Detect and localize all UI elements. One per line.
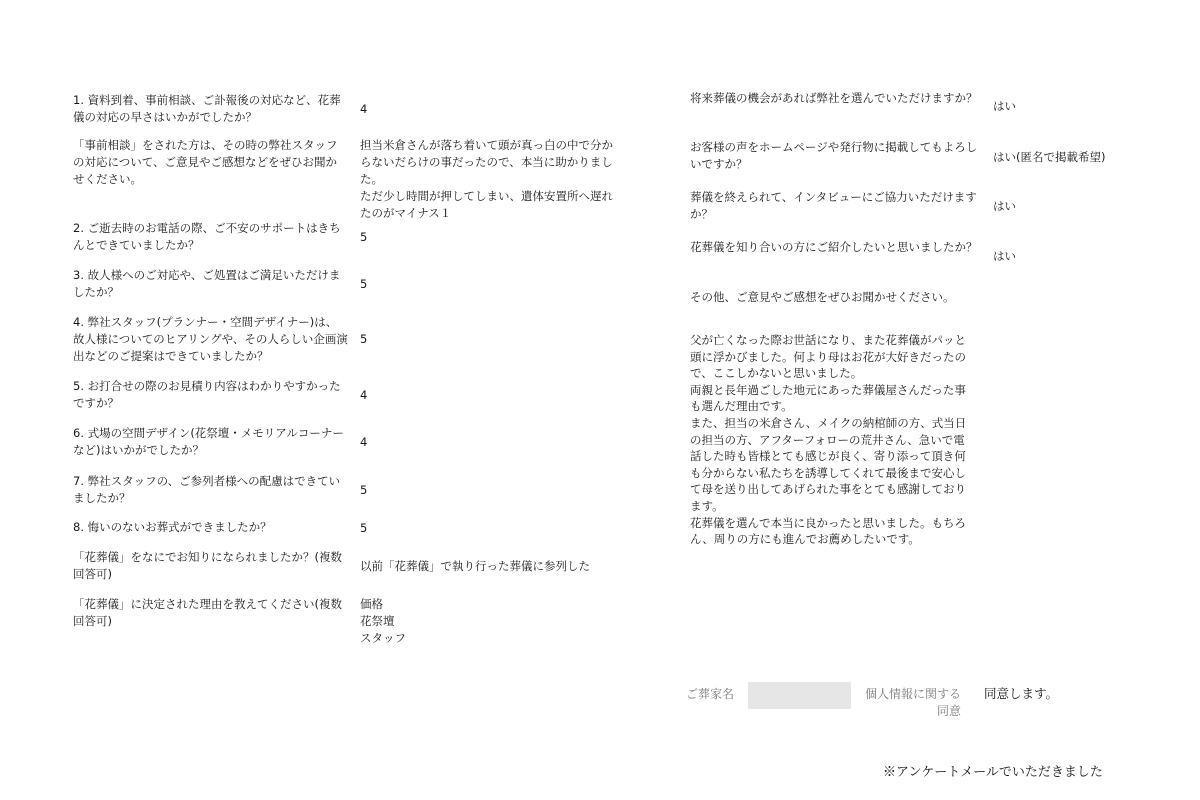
answer-1: 4 <box>360 102 368 116</box>
question-how-known: 「花葬儀」をなにでお知りになられましたか？(複数回答可) <box>73 550 342 581</box>
question-future: 将来葬儀の機会があれば弊社を選んでいただけますか？ <box>690 91 978 105</box>
answer-7: 5 <box>360 483 368 497</box>
question-8: 8. 悔いのないお葬式ができましたか？ <box>73 520 272 534</box>
answer-recommend: はい <box>993 249 1016 263</box>
answer-2: 5 <box>360 230 368 244</box>
family-name-redacted <box>748 682 851 709</box>
answer-3: 5 <box>360 277 368 291</box>
answer-6: 4 <box>360 435 368 449</box>
answer-interview: はい <box>993 199 1016 213</box>
answer-reason: 価格 花祭壇 スタッフ <box>360 597 406 645</box>
question-3: 3. 故人様へのご対応や、ご処置はご満足いただけましたか？ <box>73 268 341 299</box>
answer-5: 4 <box>360 388 368 402</box>
question-7: 7. 弊社スタッフの、ご参列者様への配慮はできていましたか？ <box>73 474 341 505</box>
question-2: 2. ご逝去時のお電話の際、ご不安のサポートはきちんとできていましたか？ <box>73 221 341 252</box>
answer-consult: 担当米倉さんが落ち着いて頭が真っ白の中で分からないだらけの事だったので、本当に助かりました。 ただ少し時間が押してしまい、遺体安置所へ遅れたのがマイナス１ <box>360 138 613 220</box>
source-note: ※アンケートメールでいただきました <box>883 764 1103 779</box>
privacy-consent-label: 個人情報に関する 同意 <box>864 687 961 718</box>
answer-8: 5 <box>360 521 368 535</box>
question-consult: 「事前相談」をされた方は、その時の弊社スタッフの対応について、ご意見やご感想などをぜひお聞かせください。 <box>73 138 338 186</box>
family-name-label: ご葬家名 <box>686 687 735 701</box>
question-reason: 「花葬儀」に決定された理由を教えてください(複数回答可) <box>73 597 342 628</box>
answer-how-known: 以前「花葬儀」で執り行った葬儀に参列した <box>360 559 590 573</box>
answer-4: 5 <box>360 332 368 346</box>
comment-text: 父が亡くなった際お世話になり、また花葬儀がパッと頭に浮かびました。何より母はお花が大好きだったので、ここしかないと思いました。 両親と長年過ごした地元にあった葬儀屋さんだった事も選んだ理由です。 また、担当の米倉さん、メイクの納棺師の方、式当日の担当の方、アフターフォローの荒井さん、急いで電話した時も皆様とても感じが良く、寄り添って頂き何も分からない私たちを誘導してくれて最後まで安心して母を送り出してあげられた事をとても感謝しております。 花葬儀を選んで本当に良かったと思いました。もちろん、周りの方にも進んでお薦めしたいです。 <box>690 333 967 547</box>
question-recommend: 花葬儀を知り合いの方にご紹介したいと思いましたか？ <box>690 240 978 254</box>
answer-future: はい <box>993 99 1016 113</box>
question-1: 1. 資料到着、事前相談、ご訃報後の対応など、花葬儀の対応の早さはいかがでしたか？ <box>73 93 341 124</box>
answer-publish: はい(匿名で掲載希望) <box>993 150 1106 164</box>
question-publish: お客様の声をホームページや発行物に掲載してもよろしいですか？ <box>690 140 978 171</box>
privacy-consent-value: 同意します。 <box>984 687 1059 701</box>
question-5: 5. お打合せの際のお見積り内容はわかりやすかったですか？ <box>73 379 341 410</box>
question-4: 4. 弊社スタッフ(プランナー・空間デザイナー)は、故人様についてのヒアリングや、その人らしい企画演出などのご提案はできていましたか？ <box>73 315 348 363</box>
question-6: 6. 式場の空間デザイン(花祭壇・メモリアルコーナーなど)はいかがでしたか？ <box>73 426 344 457</box>
question-other: その他、ご意見やご感想をぜひお聞かせください。 <box>690 290 955 304</box>
question-interview: 葬儀を終えられて、インタビューにご協力いただけますか？ <box>690 190 977 221</box>
